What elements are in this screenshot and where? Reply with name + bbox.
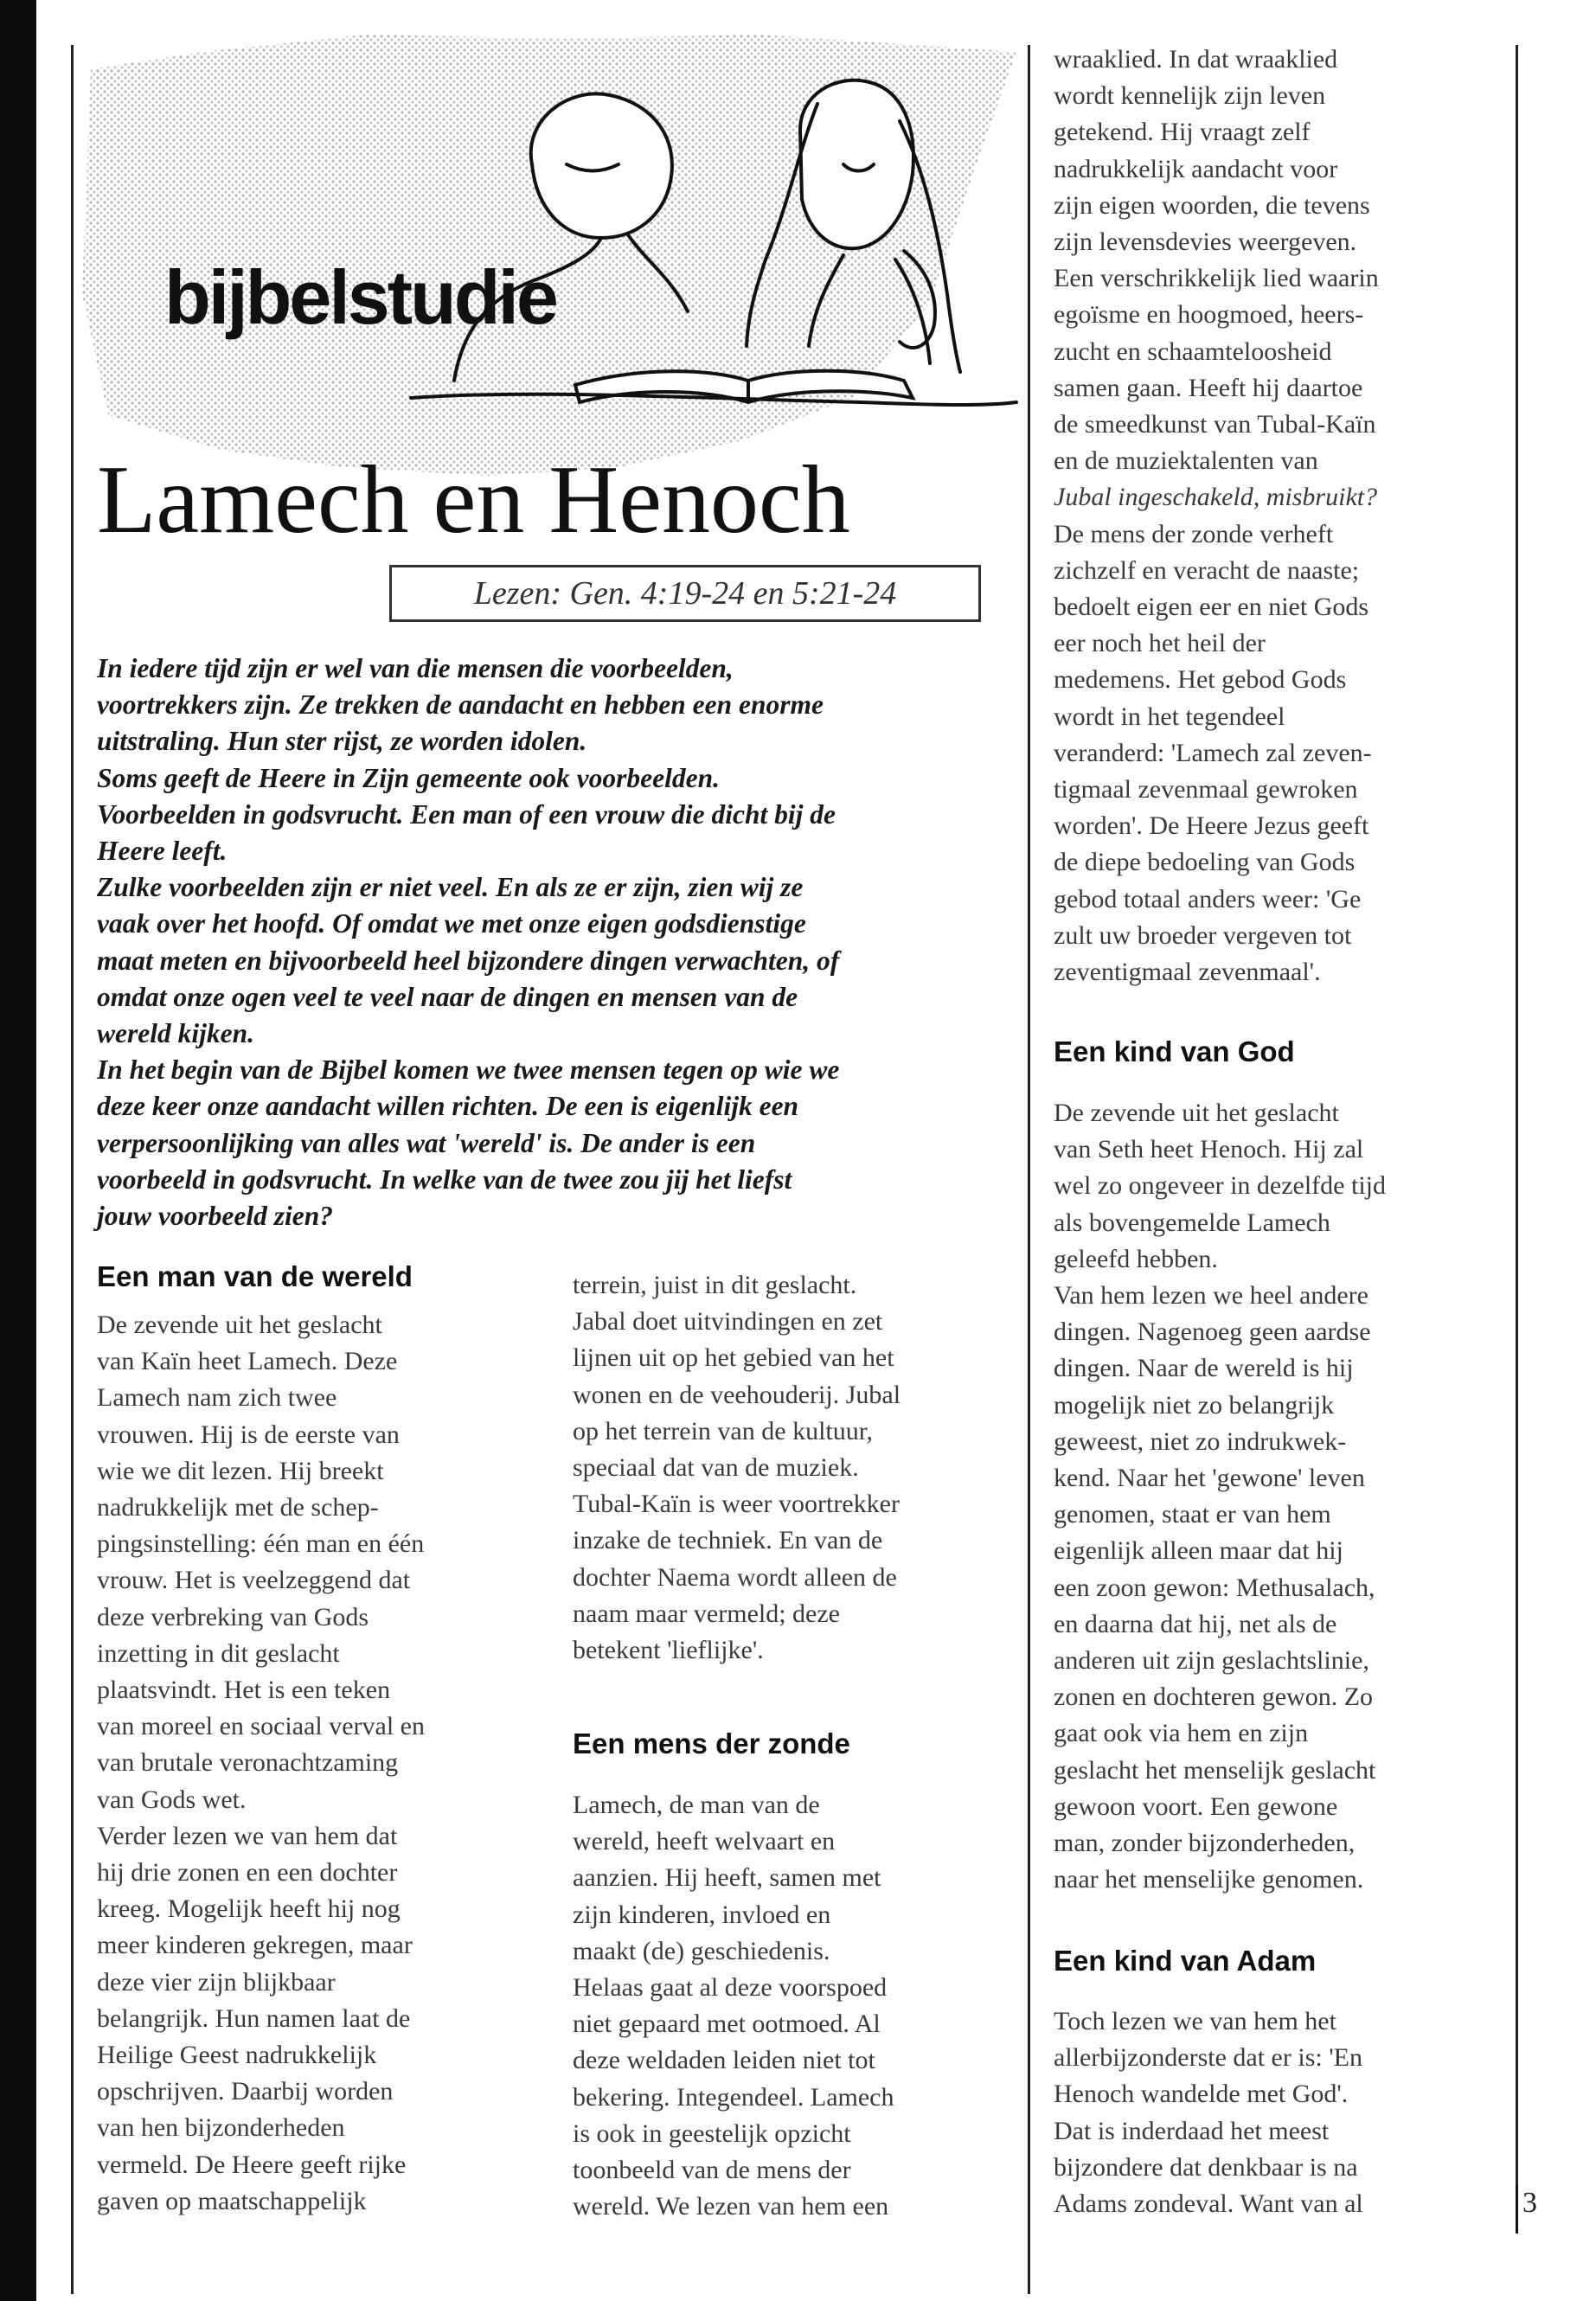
text-line: geweest, niet zo indrukwek- bbox=[1054, 1426, 1347, 1456]
heading-kind-van-adam: Een kind van Adam bbox=[1054, 1945, 1317, 1977]
text-line: Jabal doet uitvindingen en zet bbox=[573, 1307, 883, 1336]
text-line: man, zonder bijzonderheden, bbox=[1054, 1829, 1356, 1858]
text-line: geslacht het menselijk geslacht bbox=[1054, 1755, 1376, 1785]
binding-edge bbox=[0, 0, 36, 2301]
intro-paragraph bbox=[97, 651, 1014, 1234]
text-line: opschrijven. Daarbij worden bbox=[97, 2077, 394, 2106]
text-line: wie we dit lezen. Hij breekt bbox=[97, 1456, 384, 1485]
text-line: op het terrein van de kultuur, bbox=[573, 1416, 874, 1445]
text-line: een zoon gewon: Methusalach, bbox=[1054, 1573, 1375, 1602]
intro-line: Soms geeft de Heere in Zijn gemeente ook voorbeelden. bbox=[97, 762, 720, 793]
text-line: genomen, staat er van hem bbox=[1054, 1500, 1331, 1529]
text-line: mogelijk niet zo belangrijk bbox=[1054, 1390, 1335, 1420]
intro-line: jouw voorbeeld zien? bbox=[97, 1201, 333, 1232]
text-line: worden'. De Heere Jezus geeft bbox=[1054, 811, 1369, 841]
text-line: wereld, heeft welvaart en bbox=[573, 1827, 836, 1856]
article-title: Lamech en Henoch bbox=[97, 446, 850, 554]
text-line: als bovengemelde Lamech bbox=[1054, 1208, 1330, 1237]
text-line: terrein, juist in dit geslacht. bbox=[573, 1271, 857, 1299]
text-line: deze vier zijn blijkbaar bbox=[97, 1967, 336, 1997]
text-line: zult uw broeder vergeven tot bbox=[1054, 920, 1352, 950]
column-3c-text bbox=[1054, 2003, 1363, 2222]
heading-kind-van-god: Een kind van God bbox=[1054, 1035, 1295, 1067]
intro-line: voortrekkers zijn. Ze trekken de aandacht en hebben een enorme bbox=[97, 689, 824, 721]
text-line: gaat ook via hem en zijn bbox=[1054, 1719, 1309, 1748]
text-line: Helaas gaat al deze voorspoed bbox=[573, 1973, 888, 2003]
text-line: Adams zondeval. Want van al bbox=[1054, 2189, 1363, 2219]
reading-reference-box bbox=[389, 565, 981, 622]
text-line: Jubal ingeschakeld, misbruikt? bbox=[1054, 483, 1378, 512]
text-line: wraaklied. In dat wraaklied bbox=[1054, 45, 1338, 74]
text-line: de smeedkunst van Tubal-Kaïn bbox=[1054, 410, 1376, 439]
text-line: pingsinstelling: één man en één bbox=[97, 1529, 425, 1559]
text-line: zeventigmaal zevenmaal'. bbox=[1054, 958, 1321, 987]
reading-reference: Lezen: Gen. 4:19-24 en 5:21-24 bbox=[473, 575, 897, 612]
text-line: bekering. Integendeel. Lamech bbox=[573, 2082, 894, 2112]
text-line: van moreel en sociaal verval en bbox=[97, 1712, 425, 1741]
intro-line: maat meten en bijvoorbeeld heel bijzondere dingen verwachten, of bbox=[97, 945, 840, 976]
text-line: vermeld. De Heere geeft rijke bbox=[97, 2150, 407, 2179]
text-line: bedoelt eigen eer en niet Gods bbox=[1054, 593, 1369, 622]
intro-line: verpersoonlijking van alles wat 'wereld' is. De ander is een bbox=[97, 1127, 756, 1158]
text-line: bijzondere dat denkbaar is na bbox=[1054, 2152, 1358, 2182]
intro-line: Heere leeft. bbox=[97, 836, 228, 867]
text-line: van hen bijzonderheden bbox=[97, 2113, 345, 2143]
text-line: Verder lezen we van hem dat bbox=[97, 1821, 398, 1850]
text-line: Toch lezen we van hem het bbox=[1054, 2007, 1336, 2035]
text-line: inzake de techniek. En van de bbox=[573, 1526, 883, 1555]
intro-line: In iedere tijd zijn er wel van die mensen die voorbeelden, bbox=[97, 653, 734, 683]
text-line: toonbeeld van de mens der bbox=[573, 2156, 851, 2185]
text-line: wereld. We lezen van hem een bbox=[573, 2192, 889, 2221]
text-line: deze weldaden leiden niet tot bbox=[573, 2046, 875, 2075]
text-line: dochter Naema wordt alleen de bbox=[573, 1562, 897, 1592]
text-line: zijn eigen woorden, die tevens bbox=[1054, 190, 1370, 220]
right-column-rule bbox=[1516, 45, 1518, 2225]
text-line: deze verbreking van Gods bbox=[97, 1602, 369, 1631]
text-line: medemens. Het gebod Gods bbox=[1054, 665, 1347, 695]
text-line: kreeg. Mogelijk heeft hij nog bbox=[97, 1894, 401, 1924]
section-tag: bijbelstudie bbox=[164, 254, 556, 340]
text-line: aanzien. Hij heeft, samen met bbox=[573, 1863, 881, 1893]
text-line: nadrukkelijk met de schep- bbox=[97, 1493, 379, 1522]
column-1-text bbox=[97, 1307, 425, 2220]
text-line: naam maar vermeld; deze bbox=[573, 1599, 840, 1628]
text-line: dingen. Nagenoeg geen aardse bbox=[1054, 1317, 1371, 1347]
page-end-rule bbox=[1516, 2185, 1518, 2234]
text-line: gewoon voort. Een gewone bbox=[1054, 1791, 1338, 1821]
text-line: wonen en de veehouderij. Jubal bbox=[573, 1380, 901, 1409]
text-line: vrouw. Het is veelzeggend dat bbox=[97, 1566, 411, 1595]
text-line: van Gods wet. bbox=[97, 1785, 247, 1814]
text-line: wel zo ongeveer in dezelfde tijd bbox=[1054, 1171, 1386, 1201]
left-column-rule bbox=[71, 45, 74, 2294]
text-line: Lamech nam zich twee bbox=[97, 1383, 337, 1413]
text-line: De zevende uit het geslacht bbox=[1054, 1099, 1339, 1127]
column-3b-text bbox=[1054, 1095, 1386, 1898]
column-2b-text bbox=[573, 1787, 894, 2225]
text-line: Lamech, de man van de bbox=[573, 1791, 820, 1819]
text-line: veranderd: 'Lamech zal zeven- bbox=[1054, 738, 1372, 767]
text-line: gaven op maatschappelijk bbox=[97, 2186, 367, 2215]
text-line: De mens der zonde verheft bbox=[1054, 519, 1334, 548]
heading-man-van-de-wereld: Een man van de wereld bbox=[97, 1260, 413, 1292]
text-line: naar het menselijke genomen. bbox=[1054, 1865, 1364, 1894]
text-line: Henoch wandelde met God'. bbox=[1054, 2080, 1349, 2109]
text-line: vrouwen. Hij is de eerste van bbox=[97, 1420, 400, 1449]
intro-line: uitstraling. Hun ster rijst, ze worden idolen. bbox=[97, 726, 587, 757]
text-line: speciaal dat van de muziek. bbox=[573, 1453, 859, 1483]
text-line: plaatsvindt. Het is een teken bbox=[97, 1676, 391, 1705]
text-line: getekend. Hij vraagt zelf bbox=[1054, 118, 1311, 147]
text-line: eer noch het heil der bbox=[1054, 629, 1266, 658]
text-line: belangrijk. Hun namen laat de bbox=[97, 2003, 411, 2033]
text-line: wordt kennelijk zijn leven bbox=[1054, 81, 1326, 111]
heading-mens-der-zonde: Een mens der zonde bbox=[573, 1727, 850, 1759]
intro-line: wereld kijken. bbox=[97, 1018, 254, 1049]
column-2-text bbox=[573, 1267, 901, 1669]
intro-line: deze keer onze aandacht willen richten. De een is eigenlijk een bbox=[97, 1091, 799, 1122]
text-line: zijn levensdevies weergeven. bbox=[1054, 228, 1357, 257]
text-line: nadrukkelijk aandacht voor bbox=[1054, 154, 1338, 183]
text-line: van brutale veronachtzaming bbox=[97, 1748, 399, 1778]
text-line: van Seth heet Henoch. Hij zal bbox=[1054, 1135, 1364, 1164]
text-line: inzetting in dit geslacht bbox=[97, 1638, 340, 1668]
text-line: Dat is inderdaad het meest bbox=[1054, 2116, 1330, 2145]
intro-line: Voorbeelden in godsvrucht. Een man of een vrouw die dicht bij de bbox=[97, 798, 836, 830]
intro-line: Zulke voorbeelden zijn er niet veel. En als ze er zijn, zien wij ze bbox=[97, 872, 804, 903]
text-line: maakt (de) geschiedenis. bbox=[573, 1936, 830, 1965]
intro-line: vaak over het hoofd. Of omdat we met onze eigen godsdienstige bbox=[97, 908, 806, 939]
intro-line: omdat onze ogen veel te veel naar de dingen en mensen van de bbox=[97, 981, 798, 1012]
man-head bbox=[531, 93, 672, 238]
middle-column-rule bbox=[1028, 45, 1030, 2294]
text-line: zonen en dochteren gewon. Zo bbox=[1054, 1682, 1374, 1712]
text-line: niet gepaard met ootmoed. Al bbox=[573, 2009, 881, 2039]
text-line: zucht en schaamteloosheid bbox=[1054, 336, 1332, 366]
text-line: eigenlijk alleen maar dat hij bbox=[1054, 1536, 1343, 1566]
text-line: meer kinderen gekregen, maar bbox=[97, 1931, 413, 1960]
text-line: Van hem lezen we heel andere bbox=[1054, 1281, 1368, 1311]
text-line: en daarna dat hij, net als de bbox=[1054, 1609, 1337, 1638]
text-line: egoïsme en hoogmoed, heers- bbox=[1054, 300, 1364, 330]
text-line: allerbijzonderste dat er is: 'En bbox=[1054, 2043, 1362, 2073]
text-line: lijnen uit op het gebied van het bbox=[573, 1343, 894, 1373]
text-line: tigmaal zevenmaal gewroken bbox=[1054, 775, 1358, 804]
text-line: van Kaïn heet Lamech. Deze bbox=[97, 1347, 398, 1376]
intro-line: voorbeeld in godsvrucht. In welke van de twee zou jij het liefst bbox=[97, 1163, 792, 1195]
text-line: geleefd hebben. bbox=[1054, 1244, 1218, 1273]
text-line: gebod totaal anders weer: 'Ge bbox=[1054, 884, 1362, 913]
text-line: wordt in het tegendeel bbox=[1054, 702, 1285, 731]
text-line: zijn kinderen, invloed en bbox=[573, 1900, 831, 1929]
text-line: Heilige Geest nadrukkelijk bbox=[97, 2041, 377, 2070]
text-line: betekent 'lieflijke'. bbox=[573, 1636, 764, 1665]
text-line: de diepe bedoeling van Gods bbox=[1054, 848, 1356, 877]
text-line: dingen. Naar de wereld is hij bbox=[1054, 1354, 1354, 1383]
text-line: kend. Naar het 'gewone' leven bbox=[1054, 1464, 1365, 1493]
text-line: Een verschrikkelijk lied waarin bbox=[1054, 264, 1379, 293]
text-line: De zevende uit het geslacht bbox=[97, 1311, 382, 1339]
text-line: samen gaan. Heeft hij daartoe bbox=[1054, 373, 1363, 402]
page-number: 3 bbox=[1522, 2187, 1537, 2219]
text-line: anderen uit zijn geslachtslinie, bbox=[1054, 1646, 1369, 1676]
text-line: hij drie zonen en een dochter bbox=[97, 1858, 398, 1888]
text-line: is ook in geestelijk opzicht bbox=[573, 2118, 851, 2148]
text-line: en de muziektalenten van bbox=[1054, 446, 1318, 476]
text-line: Tubal-Kaïn is weer voortrekker bbox=[573, 1490, 900, 1519]
column-3-text bbox=[1054, 42, 1379, 990]
text-line: zichzelf en veracht de naaste; bbox=[1054, 555, 1360, 585]
intro-line: In het begin van de Bijbel komen we twee mensen tegen op wie we bbox=[97, 1054, 840, 1086]
